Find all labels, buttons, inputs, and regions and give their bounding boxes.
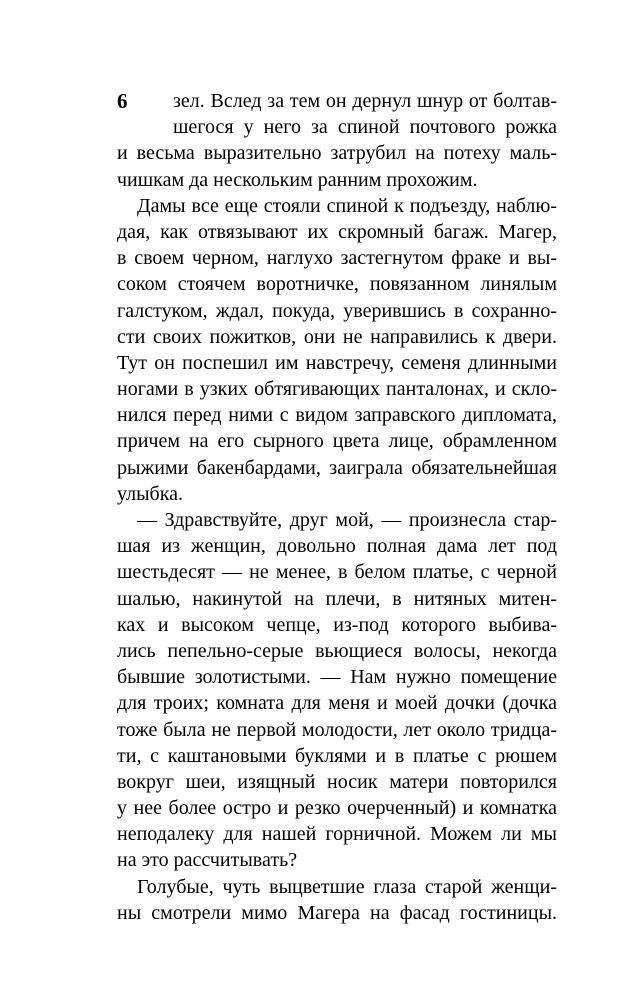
text-line: зел. Вслед за тем он дернул шнур от болтав- — [173, 90, 557, 112]
text-line: ны смотрели мимо Магера на фасад гостиницы. — [117, 901, 557, 924]
text-line: соком стоячем воротничке, повязанном линялым — [117, 273, 557, 296]
text-line: в своем черном, наглухо застегнутом фраке и вы- — [117, 247, 557, 270]
body-text — [117, 88, 557, 926]
text-line: вокруг шеи, изящный носик матери повторился — [117, 770, 557, 793]
text-line: нился перед ними с видом заправского дипломата, — [117, 404, 557, 427]
text-line: Дамы все еще стояли спиной к подъезду, наблю- — [137, 194, 557, 217]
text-line: неподалеку для нашей горничной. Можем ли мы — [117, 823, 557, 846]
text-line: бывшие золотистыми. — Нам нужно помещение — [117, 666, 557, 689]
text-line: чишкам да нескольким ранним прохожим. — [117, 168, 478, 191]
text-line: шестьдесят — не менее, в белом платье, с черной — [117, 561, 557, 584]
text-line: галстуком, ждал, покуда, уверившись в сохранно- — [117, 299, 557, 322]
text-line: шегося у него за спиной почтового рожка — [173, 116, 557, 139]
text-line: Голубые, чуть выцветшие глаза старой женщи- — [137, 875, 557, 898]
text-line: ках и высоком чепце, из-под которого выбива- — [117, 613, 557, 636]
text-line: — Здравствуйте, друг мой, — произнесла стар- — [137, 509, 557, 531]
text-line: на это рассчитывать? — [117, 849, 298, 872]
text-line: шалью, накинутой на плечи, в нитяных митен- — [117, 587, 557, 610]
text-line: причем на его сырного цвета лице, обрамленном — [117, 430, 557, 453]
text-line: тоже была не первой молодости, лет около тридца- — [117, 718, 557, 741]
text-line: шая из женщин, довольно полная дама лет под — [117, 535, 557, 558]
text-line: и весьма выразительно затрубил на потеху маль- — [117, 142, 557, 165]
text-line: ногами в узких обтягивающих панталонах, и скло- — [117, 378, 557, 401]
text-line: для троих; комната для меня и моей дочки (дочка — [117, 692, 557, 715]
page-number: 6 — [117, 89, 128, 113]
text-line: лись пепельно-серые вьющиеся волосы, некогда — [117, 639, 557, 662]
text-line: сти своих пожитков, они не направились к двери. — [117, 325, 557, 348]
text-line: у нее более остро и резко очерченный) и комнатка — [117, 797, 557, 820]
text-line: ти, с каштановыми буклями и в платье с рюшем — [117, 744, 557, 767]
text-line: дая, как отвязывают их скромный багаж. Магер, — [117, 220, 557, 243]
text-line: рыжими бакенбардами, заиграла обязательнейшая — [117, 456, 557, 479]
text-line: Тут он поспешил им навстречу, семеня длинными — [117, 351, 557, 374]
text-line: улыбка. — [117, 482, 184, 505]
